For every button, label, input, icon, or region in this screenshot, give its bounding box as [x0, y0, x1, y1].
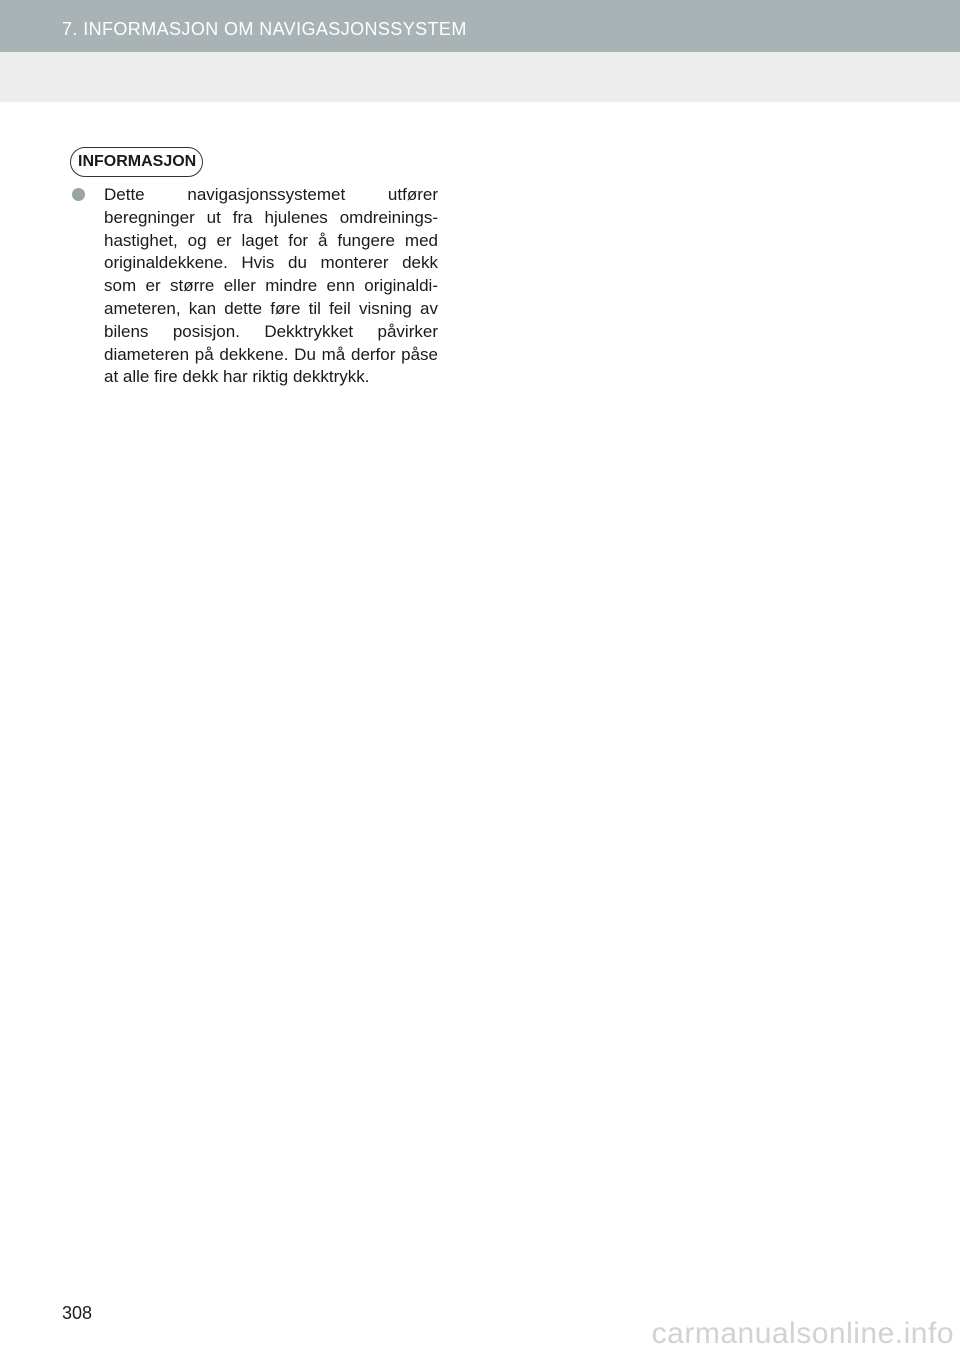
page-number: 308	[62, 1303, 93, 1323]
watermark-text: carmanualsonline.info	[651, 1317, 954, 1350]
information-list-item	[72, 184, 438, 389]
section-title: 7. INFORMASJON OM NAVIGASJONSSYSTEM	[62, 19, 467, 39]
bullet-icon	[72, 188, 85, 201]
section-header-band	[0, 0, 960, 52]
information-text: Dette navigasjonssystemet utfører beregninger ut fra hjulenes omdreinings-hastighet, og er laget for å fungere med originaldekkene. Hvis du monterer dekk som er større eller mindre enn originaldi-ameteren, kan dette føre til feil visning av bilens posisjon. Dekktrykket påvirker diameteren på dekkene. Du må derfor påse at alle fire dekk har riktig dekktrykk.	[104, 185, 438, 387]
subheader-band	[0, 52, 960, 102]
information-label: INFORMASJON	[70, 147, 203, 177]
